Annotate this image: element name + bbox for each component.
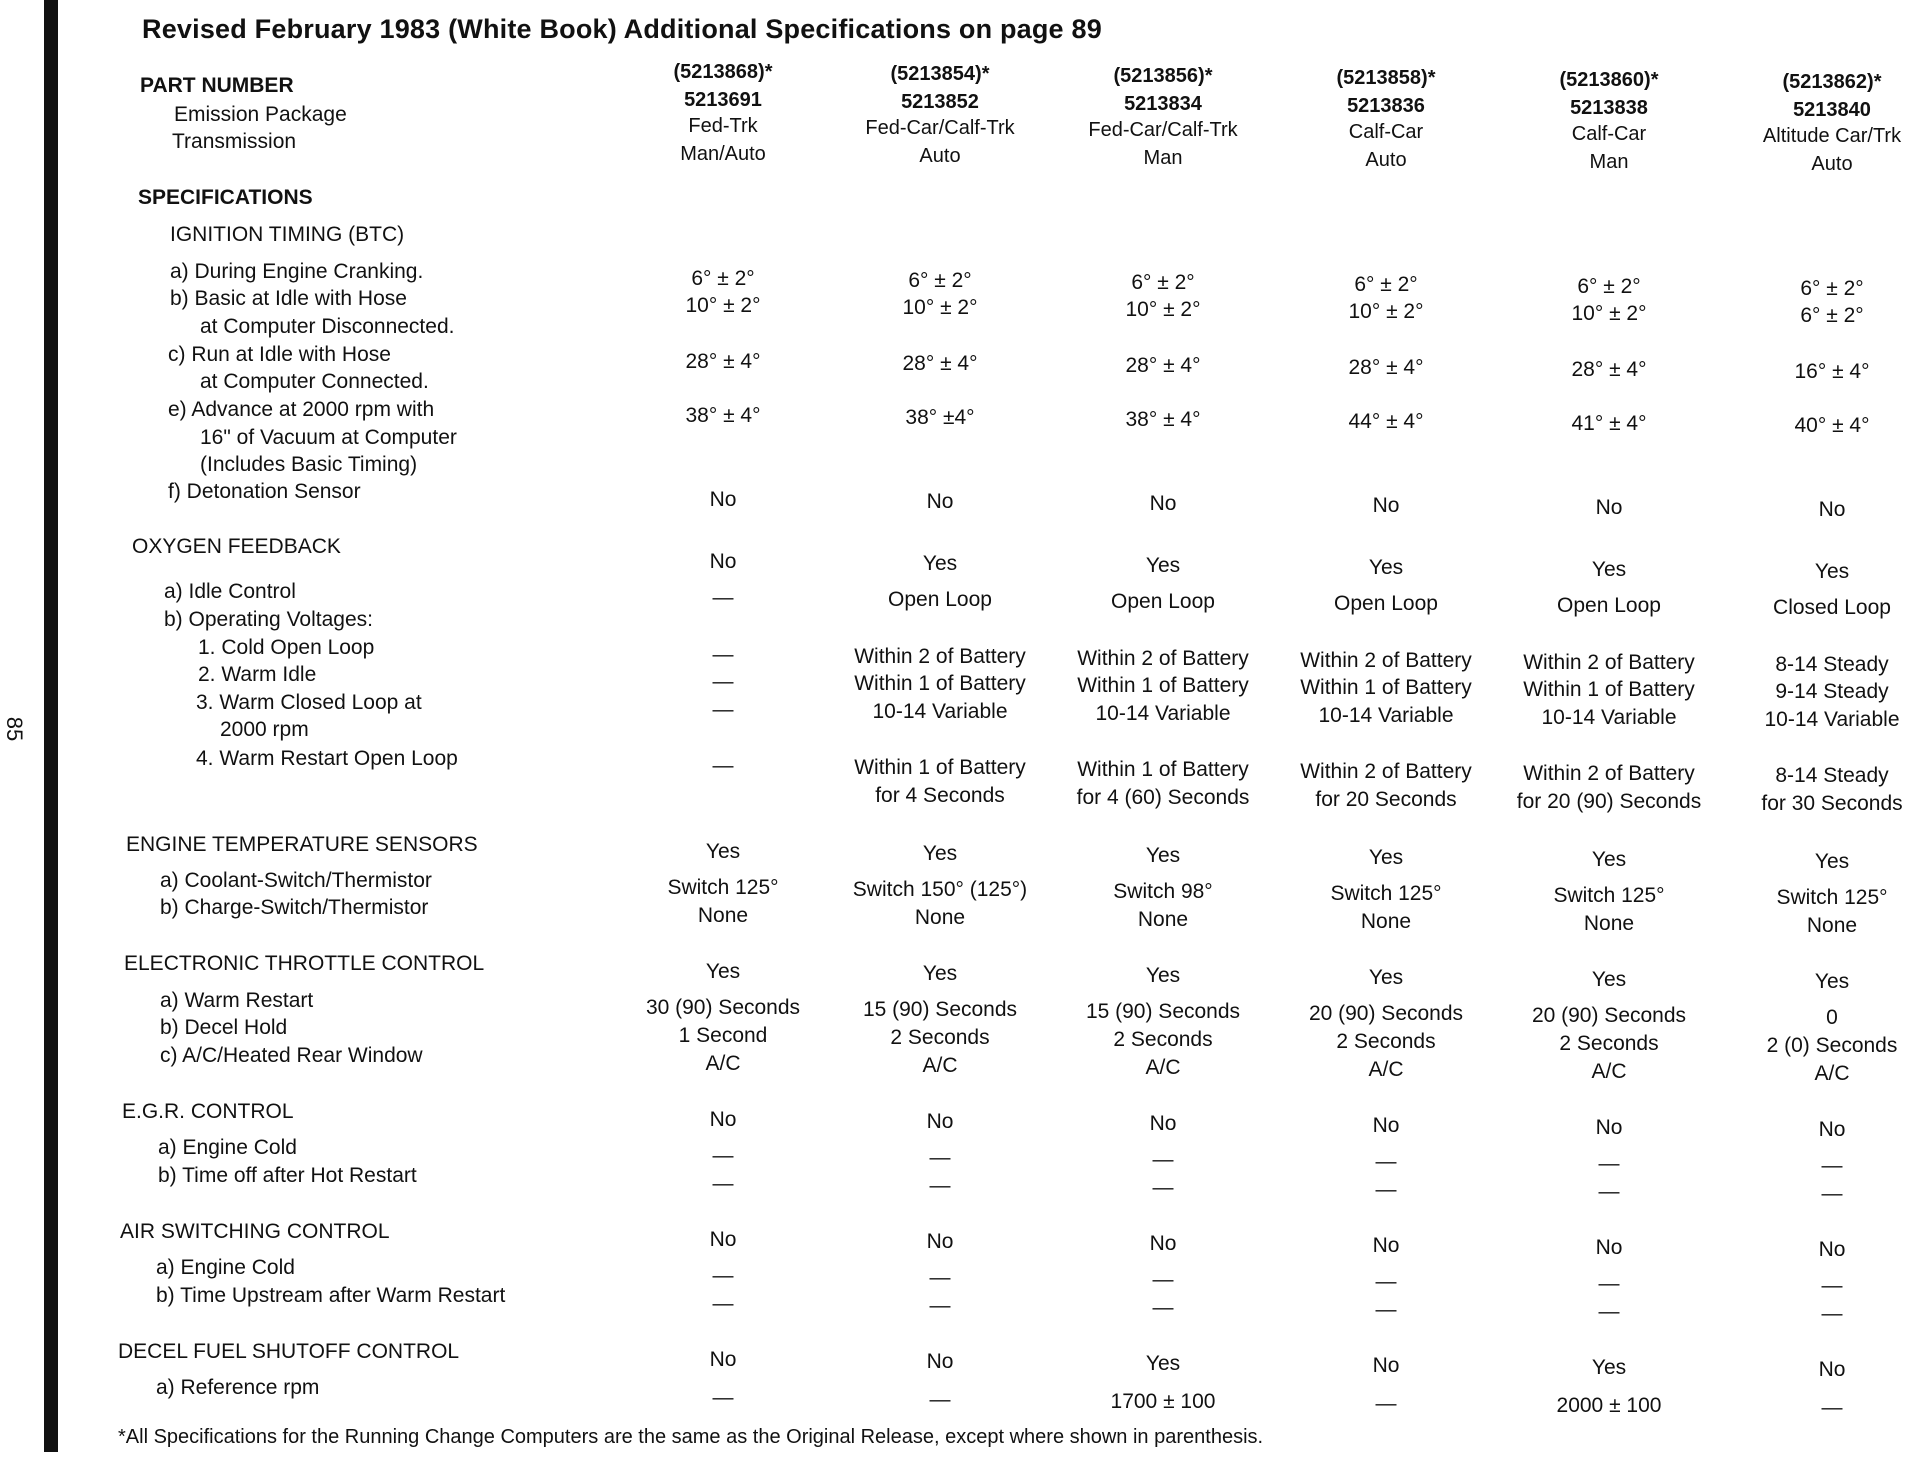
cell-decel-col-1: No [709,1348,737,1371]
cell-oxy-b1-col-1: — [712,643,734,666]
cell-ign-a-col-3: 6° ± 2° [1131,271,1195,294]
cell-orig-col-2: (5213854)* [890,63,990,85]
cell-thr-b-col-3: 2 Seconds [1113,1028,1213,1051]
cell-oxy-b3-col-3: 10-14 Variable [1095,702,1231,725]
cell-ign-f-col-3: No [1149,492,1177,515]
cell-thr-a-col-3: 15 (90) Seconds [1085,1000,1241,1023]
cell-decel-a-col-3: 1700 ± 100 [1110,1390,1216,1413]
cell-temp-col-4: Yes [1368,846,1404,869]
label-oxy-b2: 2. Warm Idle [198,663,317,686]
cell-thr-a-col-6: 0 [1826,1006,1838,1029]
label-oxy-b3a: 3. Warm Closed Loop at [196,691,422,714]
cell-ign-f-col-4: No [1372,494,1400,517]
cell-oxy-col-2: Yes [922,552,958,575]
cell-air-b-col-1: — [712,1292,734,1315]
cell-air-a-col-4: — [1375,1270,1397,1293]
cell-oxy-col-1: No [709,550,737,573]
cell-thr-a-col-5: 20 (90) Seconds [1531,1004,1687,1027]
cell-part-col-3: 5213834 [1124,93,1202,115]
cell-temp-a-col-4: Switch 125° [1330,882,1442,905]
label-thr-c: c) A/C/Heated Rear Window [160,1044,423,1067]
cell-egr-b-col-2: — [929,1174,951,1197]
cell-thr-c-col-5: A/C [1591,1060,1627,1083]
label-throttle: ELECTRONIC THROTTLE CONTROL [124,952,485,975]
cell-decel-a-col-6: — [1821,1396,1843,1419]
cell-oxy-b1-col-4: Within 2 of Battery [1300,649,1472,672]
page-number: 85 [2,716,27,742]
cell-temp-col-3: Yes [1145,844,1181,867]
cell-part-col-5: 5213838 [1570,97,1648,119]
cell-trans-col-1: Man/Auto [680,143,766,165]
cell-air-a-col-1: — [712,1264,734,1287]
cell-thr-b-col-4: 2 Seconds [1336,1030,1436,1053]
label-ign-f: f) Detonation Sensor [168,480,361,503]
cell-oxy-col-4: Yes [1368,556,1404,579]
cell-decel-col-5: Yes [1591,1356,1627,1379]
cell-oxy-b1-col-2: Within 2 of Battery [854,645,1026,668]
cell-trans-col-6: Auto [1811,153,1853,175]
cell-oxy-b4a-col-6: 8-14 Steady [1775,764,1889,787]
cell-oxy-b4b-col-6: for 30 Seconds [1761,792,1903,815]
label-oxygen-feedback: OXYGEN FEEDBACK [132,535,341,558]
cell-egr-col-6: No [1818,1118,1846,1141]
label-oxy-a: a) Idle Control [164,580,296,603]
cell-oxy-b4a-col-5: Within 2 of Battery [1523,762,1695,785]
cell-oxy-b2-col-4: Within 1 of Battery [1300,676,1472,699]
cell-decel-a-col-4: — [1375,1392,1397,1415]
cell-air-col-1: No [709,1228,737,1251]
cell-part-col-1: 5213691 [684,89,762,111]
cell-orig-col-5: (5213860)* [1559,69,1659,91]
label-emission-package: Emission Package [174,103,347,126]
cell-oxy-b3-col-2: 10-14 Variable [872,700,1008,723]
cell-emission-col-2: Fed-Car/Calf-Trk [865,117,1015,139]
label-ign-b2: at Computer Disconnected. [200,315,455,338]
cell-part-col-4: 5213836 [1347,95,1425,117]
cell-air-col-5: No [1595,1236,1623,1259]
cell-air-col-6: No [1818,1238,1846,1261]
cell-thr-b-col-2: 2 Seconds [890,1026,990,1049]
label-temp-b: b) Charge-Switch/Thermistor [160,896,429,919]
cell-temp-col-5: Yes [1591,848,1627,871]
label-ign-b1: b) Basic at Idle with Hose [170,287,407,310]
cell-ign-b-col-3: 10° ± 2° [1125,298,1201,321]
cell-ign-c-col-5: 28° ± 4° [1571,358,1647,381]
page-title: Revised February 1983 (White Book) Additional Specifications on page 89 [142,14,1102,44]
cell-decel-col-2: No [926,1350,954,1373]
cell-temp-a-col-2: Switch 150° (125°) [852,878,1028,901]
label-ign-a: a) During Engine Cranking. [170,260,424,283]
cell-temp-a-col-6: Switch 125° [1776,886,1888,909]
label-decel-a: a) Reference rpm [156,1376,320,1399]
cell-ign-e-col-4: 44° ± 4° [1348,410,1424,433]
cell-oxy-b4a-col-1: — [712,754,734,777]
cell-ign-b-col-1: 10° ± 2° [685,294,761,317]
cell-egr-b-col-6: — [1821,1182,1843,1205]
cell-temp-a-col-3: Switch 98° [1113,880,1213,903]
cell-trans-col-4: Auto [1365,149,1407,171]
cell-oxy-b1-col-5: Within 2 of Battery [1523,651,1695,674]
cell-part-col-6: 5213840 [1793,99,1871,121]
cell-thr-b-col-5: 2 Seconds [1559,1032,1659,1055]
cell-temp-a-col-5: Switch 125° [1553,884,1665,907]
cell-thr-c-col-3: A/C [1145,1056,1181,1079]
cell-ign-c-col-4: 28° ± 4° [1348,356,1424,379]
label-ign-c2: at Computer Connected. [200,370,429,393]
label-thr-a: a) Warm Restart [160,989,314,1012]
cell-ign-e-col-5: 41° ± 4° [1571,412,1647,435]
cell-oxy-b1-col-6: 8-14 Steady [1775,653,1889,676]
label-decel: DECEL FUEL SHUTOFF CONTROL [118,1340,460,1363]
cell-oxy-b3-col-4: 10-14 Variable [1318,704,1454,727]
cell-egr-b-col-3: — [1152,1176,1174,1199]
cell-part-col-2: 5213852 [901,91,979,113]
label-oxy-b3b: 2000 rpm [220,718,309,741]
cell-oxy-a-col-6: Closed Loop [1773,596,1891,619]
cell-thr-col-6: Yes [1814,970,1850,993]
cell-air-b-col-2: — [929,1294,951,1317]
cell-ign-a-col-6: 6° ± 2° [1800,277,1864,300]
cell-ign-c-col-2: 28° ± 4° [902,352,978,375]
cell-egr-col-1: No [709,1108,737,1131]
cell-ign-a-col-2: 6° ± 2° [908,269,972,292]
label-oxy-b: b) Operating Voltages: [164,608,373,631]
label-ign-e3: (Includes Basic Timing) [200,453,418,476]
cell-air-b-col-6: — [1821,1302,1843,1325]
cell-ign-a-col-4: 6° ± 2° [1354,273,1418,296]
footnote: *All Specifications for the Running Change Computers are the same as the Original Release, except where shown in parenthesis. [118,1426,1264,1448]
label-air-a: a) Engine Cold [156,1256,295,1279]
cell-temp-b-col-4: None [1360,910,1412,933]
cell-oxy-b2-col-6: 9-14 Steady [1775,680,1889,703]
cell-air-a-col-6: — [1821,1274,1843,1297]
label-part-number: PART NUMBER [140,74,294,97]
cell-oxy-b3-col-6: 10-14 Variable [1764,708,1900,731]
label-egr-a: a) Engine Cold [158,1136,297,1159]
cell-thr-col-4: Yes [1368,966,1404,989]
cell-trans-col-3: Man [1143,147,1183,169]
label-ign-e1: e) Advance at 2000 rpm with [168,398,435,421]
cell-oxy-a-col-5: Open Loop [1557,594,1661,617]
cell-oxy-b2-col-1: — [712,670,734,693]
cell-orig-col-3: (5213856)* [1113,65,1213,87]
cell-oxy-a-col-3: Open Loop [1111,590,1215,613]
cell-temp-col-6: Yes [1814,850,1850,873]
cell-oxy-b4b-col-4: for 20 Seconds [1315,788,1457,811]
cell-egr-a-col-4: — [1375,1150,1397,1173]
cell-ign-e-col-3: 38° ± 4° [1125,408,1201,431]
cell-temp-b-col-3: None [1137,908,1189,931]
cell-oxy-a-col-2: Open Loop [888,588,992,611]
cell-egr-col-3: No [1149,1112,1177,1135]
cell-egr-a-col-3: — [1152,1148,1174,1171]
cell-egr-col-4: No [1372,1114,1400,1137]
cell-ign-c-col-3: 28° ± 4° [1125,354,1201,377]
label-ignition-timing: IGNITION TIMING (BTC) [170,223,405,246]
cell-air-col-2: No [926,1230,954,1253]
label-ign-e2: 16" of Vacuum at Computer [200,426,457,449]
cell-ign-f-col-5: No [1595,496,1623,519]
cell-air-a-col-3: — [1152,1268,1174,1291]
cell-oxy-col-6: Yes [1814,560,1850,583]
cell-ign-e-col-1: 38° ± 4° [685,404,761,427]
cell-thr-a-col-4: 20 (90) Seconds [1308,1002,1464,1025]
cell-oxy-b4a-col-4: Within 2 of Battery [1300,760,1472,783]
cell-oxy-b2-col-2: Within 1 of Battery [854,672,1026,695]
cell-egr-b-col-4: — [1375,1178,1397,1201]
cell-thr-c-col-6: A/C [1814,1062,1850,1085]
cell-decel-col-6: No [1818,1358,1846,1381]
cell-trans-col-2: Auto [919,145,961,167]
cell-oxy-col-5: Yes [1591,558,1627,581]
cell-egr-col-2: No [926,1110,954,1133]
cell-trans-col-5: Man [1589,151,1629,173]
cell-ign-b-col-4: 10° ± 2° [1348,300,1424,323]
label-oxy-b4: 4. Warm Restart Open Loop [196,747,458,770]
cell-oxy-a-col-4: Open Loop [1334,592,1438,615]
label-engine-temp: ENGINE TEMPERATURE SENSORS [126,833,478,856]
cell-egr-col-5: No [1595,1116,1623,1139]
cell-oxy-b2-col-5: Within 1 of Battery [1523,678,1695,701]
cell-ign-e-col-2: 38° ±4° [905,406,975,429]
cell-thr-b-col-1: 1 Second [678,1024,768,1047]
cell-oxy-b4b-col-5: for 20 (90) Seconds [1516,790,1702,813]
cell-ign-b-col-5: 10° ± 2° [1571,302,1647,325]
cell-thr-col-2: Yes [922,962,958,985]
cell-emission-col-5: Calf-Car [1571,123,1647,145]
cell-egr-a-col-1: — [712,1144,734,1167]
cell-air-b-col-4: — [1375,1298,1397,1321]
cell-decel-a-col-5: 2000 ± 100 [1556,1394,1662,1417]
cell-ign-a-col-5: 6° ± 2° [1577,275,1641,298]
label-oxy-b1: 1. Cold Open Loop [198,636,375,659]
cell-temp-b-col-1: None [697,904,749,927]
cell-temp-b-col-5: None [1583,912,1635,935]
label-air-b: b) Time Upstream after Warm Restart [156,1284,506,1307]
cell-thr-col-3: Yes [1145,964,1181,987]
cell-ign-e-col-6: 40° ± 4° [1794,414,1870,437]
cell-ign-f-col-6: No [1818,498,1846,521]
cell-air-col-4: No [1372,1234,1400,1257]
cell-air-col-3: No [1149,1232,1177,1255]
cell-decel-a-col-2: — [929,1388,951,1411]
cell-temp-col-1: Yes [705,840,741,863]
cell-emission-col-1: Fed-Trk [688,115,758,137]
cell-oxy-b2-col-3: Within 1 of Battery [1077,674,1249,697]
cell-thr-a-col-1: 30 (90) Seconds [645,996,801,1019]
cell-air-a-col-2: — [929,1266,951,1289]
label-egr: E.G.R. CONTROL [122,1100,294,1123]
cell-emission-col-4: Calf-Car [1348,121,1424,143]
cell-decel-a-col-1: — [712,1386,734,1409]
cell-air-b-col-3: — [1152,1296,1174,1319]
cell-ign-f-col-1: No [709,488,737,511]
cell-thr-c-col-1: A/C [705,1052,741,1075]
cell-orig-col-1: (5213868)* [673,61,773,83]
cell-egr-a-col-6: — [1821,1154,1843,1177]
label-specifications: SPECIFICATIONS [138,186,313,209]
label-thr-b: b) Decel Hold [160,1016,288,1039]
cell-thr-col-1: Yes [705,960,741,983]
cell-orig-col-6: (5213862)* [1782,71,1882,93]
binding-strip [44,0,58,1452]
cell-thr-c-col-4: A/C [1368,1058,1404,1081]
cell-temp-col-2: Yes [922,842,958,865]
cell-egr-b-col-1: — [712,1172,734,1195]
label-ign-c1: c) Run at Idle with Hose [168,343,391,366]
cell-emission-col-6: Altitude Car/Trk [1762,125,1902,147]
cell-emission-col-3: Fed-Car/Calf-Trk [1088,119,1238,141]
cell-temp-b-col-2: None [914,906,966,929]
cell-thr-b-col-6: 2 (0) Seconds [1766,1034,1898,1057]
cell-oxy-b4b-col-2: for 4 Seconds [875,784,1005,807]
cell-oxy-b4b-col-3: for 4 (60) Seconds [1076,786,1250,809]
cell-oxy-b1-col-3: Within 2 of Battery [1077,647,1249,670]
cell-oxy-a-col-1: — [712,586,734,609]
label-temp-a: a) Coolant-Switch/Thermistor [160,869,432,892]
cell-decel-col-3: Yes [1145,1352,1181,1375]
cell-oxy-b4a-col-3: Within 1 of Battery [1077,758,1249,781]
cell-thr-a-col-2: 15 (90) Seconds [862,998,1018,1021]
cell-oxy-col-3: Yes [1145,554,1181,577]
cell-oxy-b3-col-1: — [712,698,734,721]
cell-temp-a-col-1: Switch 125° [667,876,779,899]
cell-orig-col-4: (5213858)* [1336,67,1436,89]
label-egr-b: b) Time off after Hot Restart [158,1164,417,1187]
cell-ign-b-col-2: 10° ± 2° [902,296,978,319]
label-transmission: Transmission [172,130,297,153]
cell-air-b-col-5: — [1598,1300,1620,1323]
cell-ign-a-col-1: 6° ± 2° [691,267,755,290]
cell-thr-c-col-2: A/C [922,1054,958,1077]
cell-ign-f-col-2: No [926,490,954,513]
label-air: AIR SWITCHING CONTROL [120,1220,390,1243]
cell-ign-c-col-1: 28° ± 4° [685,350,761,373]
cell-thr-col-5: Yes [1591,968,1627,991]
cell-oxy-b4a-col-2: Within 1 of Battery [854,756,1026,779]
cell-egr-a-col-2: — [929,1146,951,1169]
cell-egr-b-col-5: — [1598,1180,1620,1203]
cell-air-a-col-5: — [1598,1272,1620,1295]
cell-decel-col-4: No [1372,1354,1400,1377]
cell-ign-b-col-6: 6° ± 2° [1800,304,1864,327]
cell-temp-b-col-6: None [1806,914,1858,937]
cell-egr-a-col-5: — [1598,1152,1620,1175]
cell-ign-c-col-6: 16° ± 4° [1794,360,1870,383]
cell-oxy-b3-col-5: 10-14 Variable [1541,706,1677,729]
